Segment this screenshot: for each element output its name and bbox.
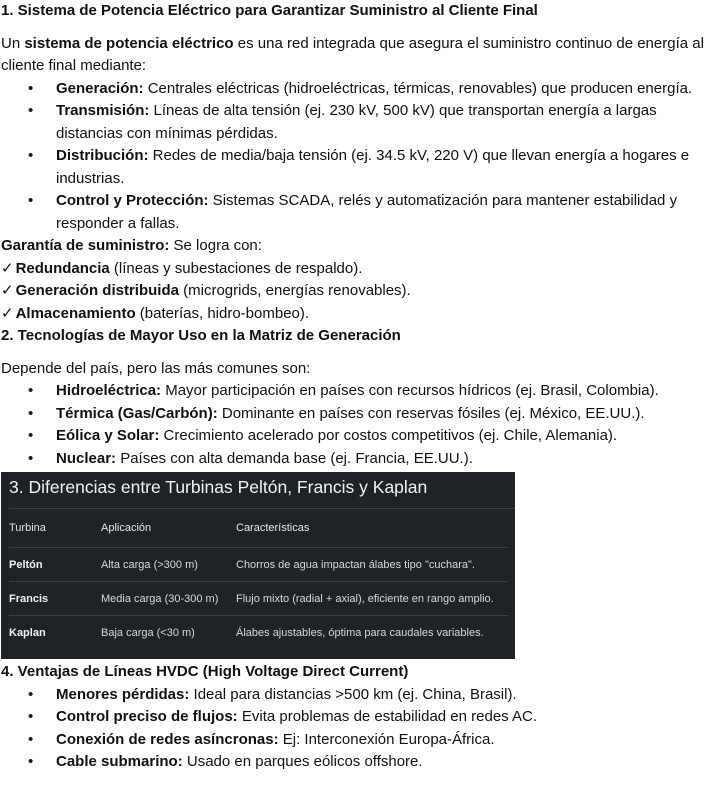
item-text: Crecimiento acelerado por costos competitivos (ej. Chile, Alemania). xyxy=(159,427,618,444)
list-item xyxy=(56,706,718,729)
section-2-intro: Depende del país, pero las más comunes son: xyxy=(1,359,311,377)
cell-caracteristicas: Chorros de agua impactan álabes tipo "cuchara". xyxy=(236,558,475,571)
item-term: Térmica (Gas/Carbón): xyxy=(56,404,218,422)
cell-turbina: Peltón xyxy=(9,558,43,571)
item-term: Distribución: xyxy=(56,147,149,164)
table-row xyxy=(9,616,509,649)
item-term: Eólica y Solar: xyxy=(56,427,160,444)
item-text: Ideal para distancias >500 km (ej. China, Brasil). xyxy=(189,685,517,703)
section-4-title: 4. Ventajas de Líneas HVDC (High Voltage Direct Current) xyxy=(1,663,409,680)
list-item xyxy=(56,145,718,190)
header-turbina: Turbina xyxy=(9,522,46,534)
item-text: Sistemas SCADA, relés y automatización para mantener estabilidad y responder a fallas. xyxy=(56,192,678,232)
cell-turbina: Kaplan xyxy=(9,626,46,639)
item-text: Mayor participación en países con recursos hídricos (ej. Brasil, Colombia). xyxy=(161,382,659,399)
item-text: Dominante en países con reservas fósiles (ej. México, EE.UU.). xyxy=(217,404,645,422)
cell-aplicacion: Baja carga (<30 m) xyxy=(101,626,195,639)
check-term: Almacenamiento xyxy=(15,304,136,322)
intro-text: es una red integrada que asegura el suministro continuo de energía al cliente final mediante: xyxy=(1,34,704,74)
cell-caracteristicas: Álabes ajustables, óptima para caudales variables. xyxy=(236,626,484,639)
item-term: Hidroeléctrica: xyxy=(56,382,162,399)
guarantee-term: Garantía de suministro: xyxy=(1,237,170,254)
section-4-list xyxy=(1,684,718,774)
list-item xyxy=(56,425,718,448)
check-item xyxy=(1,258,718,281)
section-1-title: 1. Sistema de Potencia Eléctrico para Garantizar Suministro al Cliente Final xyxy=(1,2,538,19)
item-term: Control preciso de flujos: xyxy=(56,708,238,725)
check-text: (baterías, hidro-bombeo). xyxy=(135,304,310,322)
item-term: Cable submarino: xyxy=(56,753,183,770)
list-item xyxy=(56,190,718,235)
item-text: Usado en parques eólicos offshore. xyxy=(182,753,423,770)
cell-aplicacion: Alta carga (>300 m) xyxy=(101,558,198,571)
item-text: Redes de media/baja tensión (ej. 34.5 kV, 220 V) que llevan energía a hogares e industrias. xyxy=(56,147,690,187)
cell-aplicacion: Media carga (30-300 m) xyxy=(101,592,219,605)
list-item xyxy=(56,100,718,145)
check-text: (microgrids, energías renovables). xyxy=(178,282,411,299)
item-term: Conexión de redes asíncronas: xyxy=(56,730,279,748)
item-text: Líneas de alta tensión (ej. 230 kV, 500 kV) que transportan energía a largas distancias con mínimas pérdidas. xyxy=(56,102,657,142)
item-term: Transmisión: xyxy=(56,102,150,119)
table-header-row xyxy=(9,509,509,548)
section-2-title: 2. Tecnologías de Mayor Uso en la Matriz de Generación xyxy=(1,327,401,344)
cell-turbina: Francis xyxy=(9,592,49,605)
item-term: Control y Protección: xyxy=(56,192,209,209)
list-item xyxy=(56,78,718,101)
item-text: Evita problemas de estabilidad en redes AC. xyxy=(237,708,538,725)
table-row xyxy=(9,548,509,582)
section-3-title: 3. Diferencias entre Turbinas Peltón, Francis y Kaplan xyxy=(9,474,515,509)
table-row xyxy=(9,582,509,616)
spacer xyxy=(1,348,718,358)
check-item xyxy=(1,280,718,303)
intro-text: Un xyxy=(1,34,25,52)
item-term: Generación: xyxy=(56,79,144,97)
guarantee-text: Se logra con: xyxy=(169,237,262,254)
header-aplicacion: Aplicación xyxy=(101,522,152,534)
spacer xyxy=(1,23,718,33)
check-term: Generación distribuida xyxy=(15,282,179,299)
header-caracteristicas: Características xyxy=(236,522,310,534)
item-text: Países con alta demanda base (ej. Francia, EE.UU.). xyxy=(116,449,473,467)
section-1-intro xyxy=(1,33,718,78)
list-item xyxy=(56,403,718,426)
guarantee-line xyxy=(1,235,718,258)
item-text: Centrales eléctricas (hidroeléctricas, térmicas, renovables) que producen energía. xyxy=(143,79,693,97)
turbine-comparison-image xyxy=(1,472,515,659)
item-term: Nuclear: xyxy=(56,449,117,467)
check-term: Redundancia xyxy=(15,259,110,277)
turbine-table xyxy=(9,509,509,649)
list-item xyxy=(56,751,718,774)
section-2-list xyxy=(1,380,718,470)
check-item xyxy=(1,303,718,326)
item-text: Ej: Interconexión Europa-África. xyxy=(278,730,495,748)
intro-bold: sistema de potencia eléctrico xyxy=(24,34,234,52)
check-text: (líneas y subestaciones de respaldo). xyxy=(109,259,363,277)
list-item xyxy=(56,729,718,752)
list-item xyxy=(56,448,718,471)
list-item xyxy=(56,380,718,403)
section-1-list xyxy=(1,78,718,236)
list-item xyxy=(56,684,718,707)
item-term: Menores pérdidas: xyxy=(56,685,190,703)
cell-caracteristicas: Flujo mixto (radial + axial), eficiente en rango amplio. xyxy=(236,592,494,605)
